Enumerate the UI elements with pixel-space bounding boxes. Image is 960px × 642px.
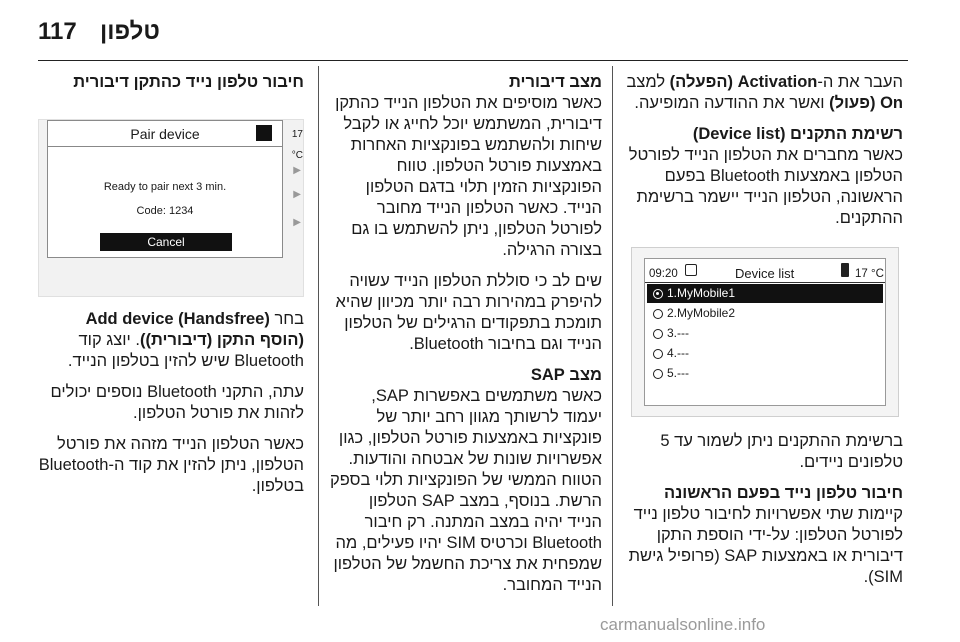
add-device-instruction: בחר Add device (Handsfree) (הוסף התקן (דיבורית)). יוצג קוד Bluetooth שיש להזין בטלפון הנייד.	[67, 310, 304, 370]
header-divider	[38, 60, 908, 61]
sap-heading: מצב SAP	[530, 366, 602, 384]
screen-status-bar	[645, 259, 885, 283]
device-list-heading: רשימת התקנים (Device list)	[692, 125, 903, 143]
first-connection-text: קיימות שתי אפשרויות לחיבור טלפון נייד לפורטל הטלפון: על-ידי הוספת התקן דיבורית או באמצעות SAP (פרופיל גישת SIM).	[628, 505, 903, 586]
device-list-item[interactable]: 2.MyMobile2	[647, 304, 883, 323]
handsfree-connect-section	[38, 72, 304, 93]
handsfree-connect-heading: חיבור טלפון נייד כהתקן דיבורית	[73, 73, 304, 91]
device-list-caption: ברשימת ההתקנים ניתן לשמור עד 5 טלפונים ניידים.	[660, 432, 903, 471]
device-list-item[interactable]: 4.---	[647, 344, 883, 363]
handsfree-section	[330, 72, 602, 261]
first-connection-heading: חיבור טלפון נייד בפעם הראשונה	[664, 484, 903, 502]
chevron-right-icon: ▶	[293, 217, 301, 228]
activation-instruction: העבר את ה-Activation (הפעלה) למצב On (פעול) ואשר את ההודעה המופיעה.	[626, 73, 903, 112]
radio-icon	[653, 369, 663, 379]
column-divider-right	[612, 66, 613, 606]
device-list-screenshot	[631, 247, 899, 417]
handsfree-heading: מצב דיבורית	[509, 73, 602, 91]
watermark: carmanualsonline.info	[600, 615, 766, 634]
pair-device-screenshot	[38, 119, 304, 297]
device-list-section	[625, 124, 903, 229]
screen-title: Device list	[735, 266, 795, 281]
device-list-item[interactable]: 5.---	[647, 364, 883, 383]
device-list	[645, 284, 885, 383]
chevron-right-icon: ▶	[293, 189, 301, 200]
left-column	[38, 72, 304, 507]
device-list-screen	[644, 258, 886, 406]
add-device-label: Add device (Handsfree) (הוסף התקן (דיבורית))	[85, 310, 304, 349]
middle-column	[330, 72, 602, 606]
screen-time: 09:20	[649, 268, 678, 280]
screen-temperature: 17 °C	[855, 268, 884, 280]
back-icon	[685, 264, 697, 276]
device-list-text: כאשר מחברים את הטלפון הנייד לפורטל הטלפון באמצעות Bluetooth בפעם הראשונה, הטלפון הנייד יישמר ברשימת ההתקנים.	[628, 146, 903, 227]
radio-selected-icon	[653, 289, 663, 299]
pair-message: Ready to pair next 3 min.	[103, 181, 227, 193]
bluetooth-phone-icon	[256, 125, 272, 141]
page-number: 117	[38, 18, 77, 45]
right-column	[625, 72, 903, 598]
pair-code: Code: 1234	[136, 205, 194, 217]
handsfree-text: כאשר מוסיפים את הטלפון הנייד כהתקן דיבורית, המשתמש יוכל לחייג או לקבל שיחות ולהשתמש בפונקציות האחרות באמצעות פורטל הטלפון. טווח הפונקציות הזמין תלוי בדגם הטלפון הנייד. כאשר הטלפון הנייד מחובר לפורטל הטלפון, ניתן להשתמש בו גם בצורה הרגילה.	[335, 94, 602, 259]
sap-section	[330, 365, 602, 596]
discoverable-note: עתה, התקני Bluetooth נוספים יכולים לזהות את פורטל הטלפון.	[50, 383, 304, 422]
phone-icon	[841, 263, 849, 277]
activation-label: Activation (הפעלה)	[669, 73, 818, 91]
battery-note: שים לב כי סוללת הטלפון הנייד עשויה להיפרק במהירות רבה יותר מכיוון שהיא תומכת בתפקודים הרגילים של הטלפון הנייד וגם בחיבור Bluetooth.	[335, 272, 602, 353]
page-title: טלפון	[100, 18, 160, 45]
cancel-button[interactable]: Cancel	[100, 233, 232, 251]
pair-screen-temperature: 17 °C	[291, 129, 303, 161]
radio-icon	[653, 349, 663, 359]
radio-icon	[653, 329, 663, 339]
column-divider-left	[318, 66, 319, 606]
chevron-right-icon: ▶	[293, 165, 301, 176]
sap-text: כאשר משתמשים באפשרות SAP, יעמוד לרשותך מגוון רחב יותר של פונקציות באמצעות פורטל הטלפון, כגון אפשרויות שונות של אבטחה והודעות. הטווח הממשי של הפונקציות תלוי בספק הרשת. בנוסף, במצב SAP הטלפון הנייד יהיה במצב המתנה. רק חיבור Bluetooth וכרטיס SIM יהיו פעילים, מה שמפחית את צריכת החשמל של הטלפון הנייד המחובר.	[330, 387, 602, 594]
enter-code-note: כאשר הטלפון הנייד מזהה את פורטל הטלפון, ניתן להזין את קוד ה-Bluetooth בטלפון.	[38, 435, 304, 495]
first-connection-section	[625, 483, 903, 588]
page-header	[0, 0, 960, 60]
device-list-item[interactable]: 1.MyMobile1	[647, 284, 883, 303]
device-list-item[interactable]: 3.---	[647, 324, 883, 343]
pair-screen-title: Pair device	[48, 121, 282, 147]
pair-device-screen	[47, 120, 283, 258]
on-label: On (פעול)	[829, 94, 903, 112]
radio-icon	[653, 309, 663, 319]
